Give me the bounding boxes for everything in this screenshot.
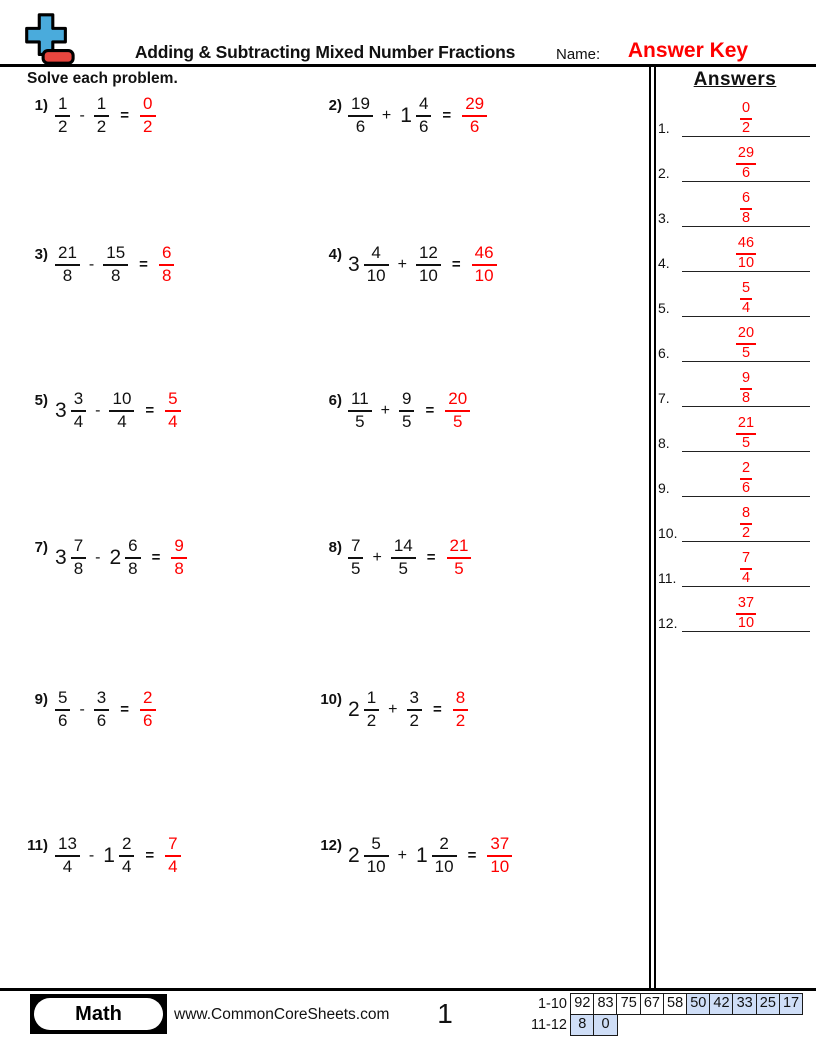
score-cell: 25 bbox=[756, 993, 781, 1015]
fraction-denominator: 5 bbox=[351, 559, 361, 578]
answer-fraction bbox=[740, 101, 752, 136]
answer-fraction bbox=[740, 191, 752, 226]
fraction-denominator: 8 bbox=[62, 266, 73, 285]
term-2-fraction bbox=[391, 537, 416, 578]
fraction-numerator: 0 bbox=[741, 100, 751, 117]
score-cell: 75 bbox=[616, 993, 641, 1015]
answer-fraction bbox=[140, 95, 155, 136]
operator-sign: + bbox=[397, 846, 407, 864]
problem-number: 5) bbox=[34, 392, 48, 409]
equals-sign: = bbox=[425, 402, 435, 419]
fraction-denominator: 8 bbox=[161, 266, 172, 285]
operator-sign: - bbox=[88, 255, 95, 273]
problem-number: 7) bbox=[34, 539, 48, 556]
answer-fraction bbox=[740, 461, 752, 496]
fraction-numerator: 1 bbox=[366, 688, 377, 707]
answer-fraction-wrap bbox=[682, 551, 810, 586]
fraction-numerator: 37 bbox=[490, 834, 510, 853]
fraction-denominator: 2 bbox=[366, 711, 377, 730]
fraction-denominator: 10 bbox=[434, 857, 454, 876]
fraction-denominator: 2 bbox=[143, 117, 153, 136]
term-1-fraction bbox=[55, 835, 80, 876]
fraction-denominator: 10 bbox=[366, 266, 386, 285]
fraction-numerator: 1 bbox=[58, 94, 68, 113]
answer-number: 1. bbox=[658, 120, 670, 136]
term-1-fraction bbox=[71, 537, 86, 578]
fraction-numerator: 21 bbox=[449, 536, 469, 555]
whole-number: 1 bbox=[400, 103, 412, 127]
fraction-denominator: 6 bbox=[418, 117, 429, 136]
answer-number: 5. bbox=[658, 300, 670, 316]
fraction-numerator: 7 bbox=[73, 536, 84, 555]
fraction-numerator: 7 bbox=[741, 550, 751, 567]
fraction-numerator: 9 bbox=[402, 389, 412, 408]
operator-sign: - bbox=[88, 846, 95, 864]
answer-row bbox=[652, 549, 814, 587]
fraction-denominator: 10 bbox=[737, 255, 755, 271]
whole-number: 2 bbox=[348, 843, 360, 867]
answer-fraction bbox=[140, 689, 155, 730]
fraction-numerator: 6 bbox=[128, 536, 138, 555]
fraction-denominator: 5 bbox=[402, 412, 412, 431]
fraction-numerator: 2 bbox=[143, 688, 153, 707]
fraction-denominator: 10 bbox=[366, 857, 386, 876]
operator-sign: - bbox=[95, 548, 101, 566]
answer-number: 4. bbox=[658, 255, 670, 271]
answer-fraction bbox=[453, 689, 468, 730]
term-2-fraction bbox=[94, 689, 109, 730]
problem-number: 2) bbox=[328, 97, 342, 114]
problem-expression bbox=[55, 537, 187, 578]
answer-line bbox=[682, 316, 810, 317]
score-cell: 42 bbox=[709, 993, 734, 1015]
fraction-numerator: 4 bbox=[371, 243, 381, 262]
operator-sign: + bbox=[397, 255, 407, 273]
fraction-numerator: 7 bbox=[351, 536, 361, 555]
problem-number: 10) bbox=[320, 691, 342, 708]
answer-row bbox=[652, 99, 814, 137]
answer-row bbox=[652, 459, 814, 497]
fraction-denominator: 2 bbox=[741, 120, 751, 136]
term-1-fraction bbox=[348, 95, 373, 136]
score-cell: 58 bbox=[663, 993, 688, 1015]
problem-expression bbox=[55, 689, 156, 730]
answer-line bbox=[682, 586, 810, 587]
answer-fraction bbox=[740, 551, 752, 586]
fraction-denominator: 5 bbox=[355, 412, 365, 431]
answer-row bbox=[652, 279, 814, 317]
fraction-numerator: 11 bbox=[351, 389, 369, 408]
equals-sign: = bbox=[145, 402, 155, 419]
fraction-denominator: 10 bbox=[474, 266, 494, 285]
score-cell: 50 bbox=[686, 993, 711, 1015]
fraction-numerator: 20 bbox=[737, 325, 755, 342]
fraction-numerator: 8 bbox=[741, 505, 751, 522]
score-cell: 8 bbox=[570, 1014, 595, 1036]
fraction-denominator: 4 bbox=[168, 412, 178, 431]
term-2-fraction bbox=[432, 835, 457, 876]
fraction-denominator: 2 bbox=[455, 711, 466, 730]
fraction-numerator: 2 bbox=[121, 834, 132, 853]
term-2-fraction bbox=[103, 244, 128, 285]
answer-number: 3. bbox=[658, 210, 670, 226]
instructions-text: Solve each problem. bbox=[27, 70, 178, 87]
problem-number: 1) bbox=[34, 97, 48, 114]
answer-fraction bbox=[487, 835, 512, 876]
fraction-numerator: 3 bbox=[96, 688, 107, 707]
fraction-denominator: 8 bbox=[128, 559, 138, 578]
operator-sign: + bbox=[381, 106, 392, 124]
term-1-fraction bbox=[348, 537, 363, 578]
term-1-fraction bbox=[364, 244, 389, 285]
problem-expression bbox=[55, 390, 181, 431]
answer-line bbox=[682, 136, 810, 137]
answer-row bbox=[652, 324, 814, 362]
equals-sign: = bbox=[120, 701, 130, 718]
score-cell: 0 bbox=[593, 1014, 618, 1036]
score-cell: 83 bbox=[593, 993, 618, 1015]
fraction-denominator: 8 bbox=[741, 210, 751, 226]
answer-line bbox=[682, 181, 810, 182]
whole-number: 2 bbox=[109, 545, 122, 569]
fraction-numerator: 6 bbox=[741, 190, 751, 207]
answers-divider-line bbox=[649, 67, 651, 988]
answer-number: 8. bbox=[658, 435, 670, 451]
problem-expression bbox=[348, 689, 468, 730]
fraction-numerator: 5 bbox=[741, 280, 751, 297]
fraction-denominator: 4 bbox=[117, 412, 127, 431]
score-cell: 92 bbox=[570, 993, 595, 1015]
fraction-denominator: 5 bbox=[454, 559, 464, 578]
website-url: www.CommonCoreSheets.com bbox=[174, 1006, 390, 1023]
answer-fraction bbox=[740, 371, 752, 406]
fraction-denominator: 8 bbox=[110, 266, 121, 285]
answer-fraction-wrap bbox=[682, 416, 810, 451]
problem-expression bbox=[348, 390, 470, 431]
fraction-denominator: 10 bbox=[418, 266, 438, 285]
fraction-numerator: 29 bbox=[737, 145, 755, 162]
whole-number: 3 bbox=[55, 545, 67, 569]
answer-row bbox=[652, 369, 814, 407]
problem-expression bbox=[348, 244, 497, 285]
problem-number: 9) bbox=[34, 691, 48, 708]
term-1-fraction bbox=[364, 835, 389, 876]
term-1-fraction bbox=[364, 689, 379, 730]
operator-sign: + bbox=[372, 548, 382, 566]
fraction-denominator: 6 bbox=[741, 480, 751, 496]
fraction-denominator: 6 bbox=[469, 117, 480, 136]
answer-fraction bbox=[447, 537, 472, 578]
answer-number: 7. bbox=[658, 390, 670, 406]
answer-line bbox=[682, 361, 810, 362]
answer-number: 11. bbox=[658, 570, 677, 586]
answer-fraction-wrap bbox=[682, 371, 810, 406]
answer-fraction bbox=[462, 95, 487, 136]
score-row bbox=[520, 993, 803, 1015]
problem-number: 3) bbox=[34, 246, 48, 263]
score-range-label: 1-10 bbox=[537, 996, 567, 1012]
fraction-numerator: 19 bbox=[351, 94, 370, 113]
answer-fraction-wrap bbox=[682, 191, 810, 226]
answer-fraction-wrap bbox=[682, 461, 810, 496]
answer-fraction bbox=[740, 506, 752, 541]
fraction-numerator: 29 bbox=[465, 94, 485, 113]
term-1-fraction bbox=[55, 689, 70, 730]
fraction-numerator: 12 bbox=[418, 243, 438, 262]
fraction-numerator: 13 bbox=[58, 834, 77, 853]
answer-number: 12. bbox=[658, 615, 678, 631]
fraction-denominator: 4 bbox=[741, 300, 751, 316]
answer-line bbox=[682, 271, 810, 272]
answer-fraction bbox=[736, 326, 756, 361]
term-1-fraction bbox=[348, 390, 372, 431]
term-1-fraction bbox=[55, 244, 80, 285]
answer-row bbox=[652, 144, 814, 182]
problem-expression bbox=[55, 95, 156, 136]
answers-title: Answers bbox=[693, 69, 777, 90]
problem-number: 8) bbox=[328, 539, 342, 556]
problem-number: 11) bbox=[27, 837, 48, 854]
fraction-numerator: 14 bbox=[393, 536, 413, 555]
term-2-fraction bbox=[399, 390, 414, 431]
fraction-numerator: 1 bbox=[96, 94, 107, 113]
fraction-numerator: 46 bbox=[474, 243, 494, 262]
equals-sign: = bbox=[432, 701, 442, 718]
fraction-denominator: 5 bbox=[452, 412, 463, 431]
answer-fraction-wrap bbox=[682, 596, 810, 631]
equals-sign: = bbox=[151, 549, 161, 566]
score-table bbox=[520, 993, 803, 1036]
operator-sign: + bbox=[380, 401, 390, 419]
term-2-fraction bbox=[119, 835, 134, 876]
fraction-denominator: 10 bbox=[490, 857, 510, 876]
problem-expression bbox=[348, 835, 512, 876]
equals-sign: = bbox=[442, 107, 452, 124]
score-row bbox=[520, 1014, 803, 1036]
answer-line bbox=[682, 631, 810, 632]
subject-badge-label: Math bbox=[34, 998, 163, 1030]
term-2-fraction bbox=[416, 244, 441, 285]
term-2-fraction bbox=[94, 95, 109, 136]
answer-number: 9. bbox=[658, 480, 670, 496]
problem-expression bbox=[348, 537, 471, 578]
fraction-denominator: 4 bbox=[121, 857, 132, 876]
answer-number: 10. bbox=[658, 525, 678, 541]
answer-number: 6. bbox=[658, 345, 670, 361]
problem-number: 4) bbox=[328, 246, 342, 263]
answer-fraction bbox=[736, 596, 756, 631]
answer-line bbox=[682, 496, 810, 497]
fraction-denominator: 8 bbox=[174, 559, 184, 578]
fraction-denominator: 4 bbox=[741, 570, 751, 586]
whole-number: 1 bbox=[415, 843, 428, 867]
problem-number: 12) bbox=[320, 837, 342, 854]
term-2-fraction bbox=[416, 95, 431, 136]
fraction-numerator: 2 bbox=[439, 834, 449, 853]
fraction-numerator: 37 bbox=[737, 595, 755, 612]
score-cell: 17 bbox=[779, 993, 804, 1015]
fraction-numerator: 3 bbox=[409, 688, 419, 707]
fraction-numerator: 3 bbox=[73, 389, 84, 408]
whole-number: 3 bbox=[55, 398, 67, 422]
fraction-numerator: 9 bbox=[174, 536, 184, 555]
score-cell: 67 bbox=[640, 993, 665, 1015]
whole-number: 3 bbox=[348, 252, 360, 276]
operator-sign: - bbox=[95, 401, 101, 419]
problem-expression bbox=[55, 244, 174, 285]
problem-expression bbox=[55, 835, 181, 876]
whole-number: 2 bbox=[348, 697, 360, 721]
fraction-denominator: 5 bbox=[398, 559, 408, 578]
answer-fraction-wrap bbox=[682, 506, 810, 541]
footer-divider bbox=[0, 988, 816, 991]
equals-sign: = bbox=[145, 847, 155, 864]
answer-fraction bbox=[159, 244, 174, 285]
fraction-numerator: 8 bbox=[455, 688, 466, 707]
equals-sign: = bbox=[451, 256, 461, 273]
answer-row bbox=[652, 414, 814, 452]
subject-badge bbox=[30, 994, 167, 1034]
answer-fraction bbox=[736, 236, 756, 271]
answer-line bbox=[682, 226, 810, 227]
fraction-denominator: 5 bbox=[741, 345, 751, 361]
fraction-denominator: 6 bbox=[58, 711, 68, 730]
answer-fraction bbox=[472, 244, 497, 285]
equals-sign: = bbox=[139, 256, 148, 273]
answer-number: 2. bbox=[658, 165, 670, 181]
fraction-numerator: 20 bbox=[448, 389, 468, 408]
fraction-numerator: 5 bbox=[371, 834, 381, 853]
fraction-denominator: 8 bbox=[73, 559, 84, 578]
fraction-numerator: 0 bbox=[143, 94, 153, 113]
fraction-numerator: 9 bbox=[741, 370, 751, 387]
answer-row bbox=[652, 504, 814, 542]
equals-sign: = bbox=[426, 549, 436, 566]
header-divider bbox=[0, 64, 816, 67]
answer-fraction-wrap bbox=[682, 101, 810, 136]
operator-sign: - bbox=[79, 106, 85, 124]
fraction-numerator: 10 bbox=[112, 389, 132, 408]
fraction-denominator: 2 bbox=[96, 117, 107, 136]
page-title: Adding & Subtracting Mixed Number Fractions bbox=[134, 42, 516, 62]
fraction-denominator: 10 bbox=[737, 615, 755, 631]
term-2-fraction bbox=[407, 689, 422, 730]
fraction-denominator: 6 bbox=[355, 117, 366, 136]
plus-minus-logo-icon bbox=[16, 10, 78, 68]
operator-sign: + bbox=[388, 700, 398, 718]
fraction-numerator: 21 bbox=[58, 243, 77, 262]
fraction-denominator: 4 bbox=[168, 857, 178, 876]
term-1-fraction bbox=[71, 390, 86, 431]
fraction-denominator: 2 bbox=[409, 711, 419, 730]
answer-row bbox=[652, 189, 814, 227]
answer-fraction bbox=[165, 835, 180, 876]
problem-number: 6) bbox=[328, 392, 342, 409]
fraction-numerator: 21 bbox=[737, 415, 755, 432]
whole-number: 1 bbox=[103, 843, 115, 867]
answer-fraction bbox=[445, 390, 470, 431]
answer-fraction-wrap bbox=[682, 281, 810, 316]
term-2-fraction bbox=[125, 537, 140, 578]
fraction-denominator: 8 bbox=[741, 390, 751, 406]
fraction-denominator: 2 bbox=[741, 525, 751, 541]
fraction-numerator: 2 bbox=[741, 460, 751, 477]
fraction-numerator: 6 bbox=[161, 243, 172, 262]
answer-fraction bbox=[171, 537, 186, 578]
term-2-fraction bbox=[109, 390, 134, 431]
equals-sign: = bbox=[467, 847, 477, 864]
problem-expression bbox=[348, 95, 487, 136]
fraction-denominator: 4 bbox=[62, 857, 73, 876]
answer-line bbox=[682, 451, 810, 452]
answer-fraction bbox=[736, 416, 756, 451]
fraction-numerator: 5 bbox=[58, 688, 68, 707]
page-number: 1 bbox=[437, 998, 453, 1029]
fraction-numerator: 7 bbox=[168, 834, 178, 853]
answer-fraction-wrap bbox=[682, 326, 810, 361]
fraction-denominator: 6 bbox=[143, 711, 153, 730]
answer-fraction-wrap bbox=[682, 236, 810, 271]
answer-key-text: Answer Key bbox=[627, 39, 749, 62]
answer-line bbox=[682, 541, 810, 542]
equals-sign: = bbox=[120, 107, 130, 124]
fraction-numerator: 46 bbox=[737, 235, 755, 252]
fraction-denominator: 2 bbox=[58, 117, 68, 136]
term-1-fraction bbox=[55, 95, 70, 136]
score-range-label: 11-12 bbox=[530, 1016, 567, 1033]
answer-fraction-wrap bbox=[682, 146, 810, 181]
answer-row bbox=[652, 594, 814, 632]
fraction-numerator: 5 bbox=[168, 389, 178, 408]
answer-row bbox=[652, 234, 814, 272]
fraction-numerator: 15 bbox=[106, 243, 126, 262]
fraction-denominator: 5 bbox=[741, 435, 751, 451]
name-label: Name: bbox=[556, 46, 601, 63]
answer-fraction bbox=[736, 146, 756, 181]
answer-fraction bbox=[165, 390, 180, 431]
answer-line bbox=[682, 406, 810, 407]
fraction-denominator: 4 bbox=[73, 412, 84, 431]
fraction-denominator: 6 bbox=[741, 165, 751, 181]
answer-fraction bbox=[740, 281, 752, 316]
operator-sign: - bbox=[79, 700, 85, 718]
fraction-numerator: 4 bbox=[418, 94, 429, 113]
fraction-denominator: 6 bbox=[96, 711, 107, 730]
score-cell: 33 bbox=[732, 993, 757, 1015]
